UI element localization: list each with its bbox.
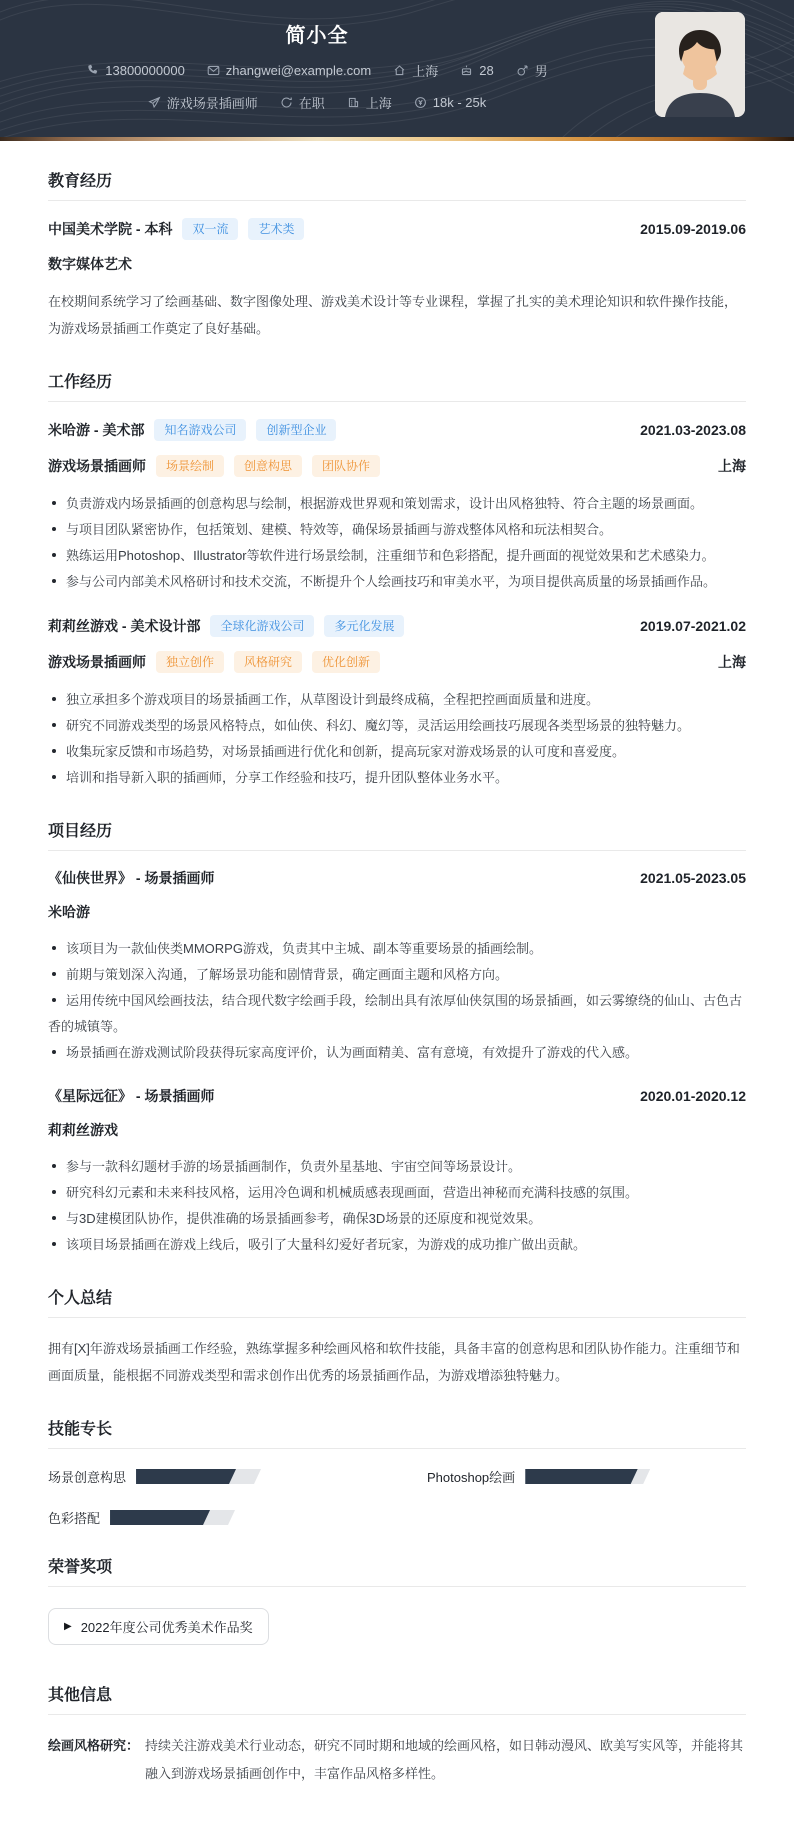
company-tag: 知名游戏公司 [154,419,246,441]
contact-status [280,93,325,112]
education-major: 数字媒体艺术 [48,256,132,272]
education-tag: 艺术类 [248,218,304,240]
section-title-summary: 个人总结 [48,1285,746,1318]
role-tag: 优化创新 [312,651,380,673]
work-bullet: 熟练运用Photoshop、Illustrator等软件进行场景绘制，注重细节和色彩搭配，提升画面的视觉效果和艺术感染力。 [48,543,746,569]
award-text: 2022年度公司优秀美术作品奖 [80,1620,253,1635]
work-bullet-list [48,491,746,595]
other-info-text: 持续关注游戏美术行业动态，研究不同时期和地域的绘画风格，如日韩动漫风、欧美写实风等，并能将其融入到游戏场景插画创作中，丰富作品风格多样性。 [145,1738,744,1781]
gender-icon [516,64,529,77]
project-name: 《星际远征》 - 场景插画师 [48,1088,215,1104]
section-title-projects: 项目经历 [48,818,746,851]
contact-position-text: 游戏场景插画师 [166,96,258,111]
company-tag: 多元化发展 [324,615,404,637]
work-location: 上海 [718,458,746,474]
resume-body [0,168,794,1828]
contact-work-city-text: 上海 [365,96,392,111]
section-title-other: 其他信息 [48,1682,746,1715]
education-description: 在校期间系统学习了绘画基础、数字图像处理、游戏美术设计等专业课程，掌握了扎实的美术理论知识和软件操作技能，为游戏场景插画工作奠定了良好基础。 [48,294,738,336]
skill-bar-track [525,1469,650,1484]
education-date: 2015.09-2019.06 [640,221,746,237]
project-bullet: 前期与策划深入沟通，了解场景功能和剧情背景，确定画面主题和风格方向。 [48,962,746,988]
role-tag: 独立创作 [156,651,224,673]
role-name: 游戏场景插画师 [48,654,146,670]
project-bullet-list [48,936,746,1066]
work-bullet: 研究不同游戏类型的场景风格特点，如仙侠、科幻、魔幻等，灵活运用绘画技巧展现各类型场景的独特魅力。 [48,713,746,739]
section-title-work: 工作经历 [48,369,746,402]
contact-phone-text: 13800000000 [105,63,185,78]
skills-grid [48,1467,746,1527]
contact-email-text: zhangwei@example.com [225,63,372,78]
salary-icon [414,96,427,109]
role-tag: 创意构思 [234,455,302,477]
project-bullet: 参与一款科幻题材手游的场景插画制作，负责外星基地、宇宙空间等场景设计。 [48,1154,746,1180]
position-icon [148,96,161,109]
section-title-skills: 技能专长 [48,1416,746,1449]
other-info-row [48,1732,746,1788]
age-icon [460,64,473,77]
section-title-education: 教育经历 [48,168,746,201]
company-name: 米哈游 - 美术部 [48,422,145,438]
school-name: 中国美术学院 - 本科 [48,221,173,237]
project-company-row [48,902,746,922]
contact-gender [516,61,548,80]
contact-email [207,63,371,78]
skill-bar-fill [110,1510,210,1525]
work-location: 上海 [718,654,746,670]
profile-photo-illustration [655,12,745,117]
company-name: 莉莉丝游戏 - 美术设计部 [48,618,201,634]
project-bullet-list [48,1154,746,1258]
city-icon [347,96,360,109]
project-bullet: 该项目为一款仙侠类MMORPG游戏，负责其中主城、副本等重要场景的插画绘制。 [48,936,746,962]
project-company: 米哈游 [48,904,90,920]
skill-bar-fill [136,1469,236,1484]
contact-phone [86,63,185,78]
contact-gender-text: 男 [534,64,548,79]
role-tag: 风格研究 [234,651,302,673]
work-bullet-list [48,687,746,791]
email-icon [207,64,220,77]
skill-bar-fill [525,1469,638,1484]
home-icon [393,64,406,77]
work-bullet: 参与公司内部美术风格研讨和技术交流，不断提升个人绘画技巧和审美水平，为项目提供高质量的场景插画作品。 [48,569,746,595]
role-name: 游戏场景插画师 [48,458,146,474]
work-bullet: 与项目团队紧密协作，包括策划、建模、特效等，确保场景插画与游戏整体风格和玩法相契合。 [48,517,746,543]
skill-item [427,1467,746,1486]
work-bullet: 负责游戏内场景插画的创意构思与绘制，根据游戏世界观和策划需求，设计出风格独特、符合主题的场景画面。 [48,491,746,517]
education-entry-header [48,218,746,240]
education-tag: 双一流 [182,218,238,240]
summary-text: 拥有[X]年游戏场景插画工作经验，熟练掌握多种绘画风格和软件技能，具备丰富的创意构思和团队协作能力。注重细节和画面质量，能根据不同游戏类型和需求创作出优秀的场景插画作品，为游戏增添独特魅力。 [48,1341,740,1383]
work-entry-header [48,419,746,441]
contact-work-city [347,93,392,112]
play-icon: ▶ [64,1620,72,1632]
resume-header [0,0,794,137]
project-bullet: 该项目场景插画在游戏上线后，吸引了大量科幻爱好者玩家，为游戏的成功推广做出贡献。 [48,1232,746,1258]
project-date: 2020.01-2020.12 [640,1088,746,1104]
company-tag: 全球化游戏公司 [210,615,314,637]
project-bullet: 场景插画在游戏测试阶段获得玩家高度评价，认为画面精美、富有意境，有效提升了游戏的代入感。 [48,1040,746,1066]
contact-salary-text: 18k - 25k [432,95,487,110]
skill-label: 色彩搭配 [48,1511,101,1526]
resume-name: 简小全 [285,25,349,47]
role-tag: 团队协作 [312,455,380,477]
project-entry-header [48,1086,746,1106]
award-item [48,1608,269,1645]
other-info-label: 绘画风格研究： [48,1738,140,1753]
company-tag: 创新型企业 [256,419,336,441]
project-bullet: 与3D建模团队协作，提供准确的场景插画参考，确保3D场景的还原度和视觉效果。 [48,1206,746,1232]
contact-row-2 [148,93,487,112]
project-company: 莉莉丝游戏 [48,1122,118,1138]
work-entry-header [48,615,746,637]
skill-item [48,1508,367,1527]
header-accent-bar [0,137,794,141]
contact-age-text: 28 [479,63,494,78]
project-bullet: 研究科幻元素和未来科技风格，运用冷色调和机械质感表现画面，营造出神秘而充满科技感的氛围。 [48,1180,746,1206]
role-tag: 场景绘制 [156,455,224,477]
work-date: 2021.03-2023.08 [640,422,746,438]
contact-row-1 [86,61,547,80]
work-date: 2019.07-2021.02 [640,618,746,634]
contact-city-text: 上海 [412,64,439,79]
project-company-row [48,1120,746,1140]
work-bullet: 培训和指导新入职的插画师，分享工作经验和技巧，提升团队整体业务水平。 [48,765,746,791]
skill-label: Photoshop绘画 [427,1470,516,1485]
phone-icon [86,64,99,77]
contact-position [148,93,258,112]
project-name: 《仙侠世界》 - 场景插画师 [48,870,215,886]
contact-city [393,61,438,80]
status-icon [280,96,293,109]
education-major-row [48,254,746,274]
profile-photo [655,12,745,117]
section-title-awards: 荣誉奖项 [48,1554,746,1587]
work-role-row [48,651,746,673]
skill-item [48,1467,367,1486]
skill-bar-track [136,1469,261,1484]
project-entry-header [48,868,746,888]
skill-bar-track [110,1510,235,1525]
work-role-row [48,455,746,477]
contact-salary [414,95,486,110]
skill-label: 场景创意构思 [48,1470,127,1485]
project-bullet: 运用传统中国风绘画技法，结合现代数字绘画手段，绘制出具有浓厚仙侠氛围的场景插画，如云雾缭绕的仙山、古色古香的城镇等。 [48,988,746,1040]
contact-age [460,63,493,78]
work-bullet: 收集玩家反馈和市场趋势，对场景插画进行优化和创新，提高玩家对游戏场景的认可度和喜爱度。 [48,739,746,765]
contact-status-text: 在职 [298,96,325,111]
work-bullet: 独立承担多个游戏项目的场景插画工作，从草图设计到最终成稿，全程把控画面质量和进度。 [48,687,746,713]
project-date: 2021.05-2023.05 [640,870,746,886]
